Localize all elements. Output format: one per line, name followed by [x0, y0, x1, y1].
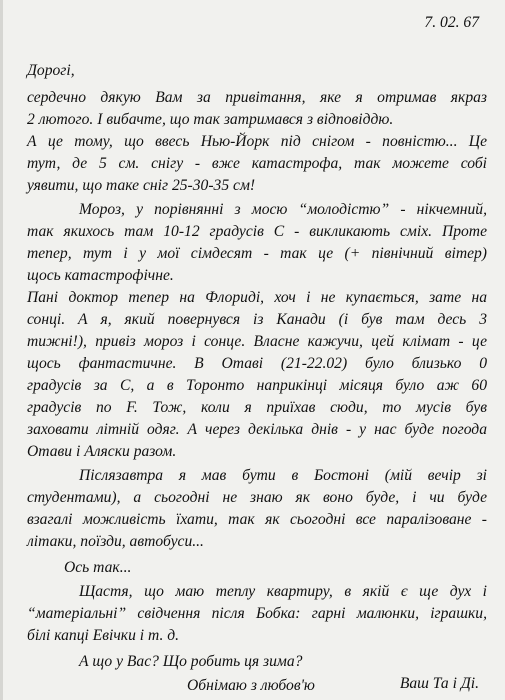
letter-line: так якихось там 10-12 градусів С - викликають сміх. Проте	[27, 223, 487, 240]
letter-line: А це тому, що ввесь Нью-Йорк під снігом - повністю... Це	[27, 133, 487, 150]
letter-line: уявити, що таке сніг 25-30-35 см!	[27, 177, 256, 194]
signature: Ваш Та і Ді.	[399, 675, 479, 692]
letter-line: Щастя, що маю теплу квартиру, в якій є ще дух і	[79, 583, 487, 600]
letter-line: Отави і Аляски разом.	[27, 443, 177, 460]
letter-line: студентами), а сьогодні не знаю як воно буде, і чи буде	[27, 489, 487, 506]
letter-line: А що у Вас? Що робить ця зима?	[79, 653, 303, 670]
letter-line: літаки, поїзди, автобуси...	[27, 533, 204, 550]
letter-line: “матеріальні” свідчення після Бобка: гарні малюнки, іграшки,	[27, 605, 487, 622]
letter-line: тепер, тут і у мої сімдесят - так це (+ північний вітер)	[27, 245, 487, 262]
letter-line: градусів по F. Тож, коли я приїхав сюди, то мусів був	[27, 399, 487, 416]
letter-line: Післязавтра я мав бути в Бостоні (мій вечір зі	[79, 467, 487, 484]
letter-line: Пані доктор тепер на Флориді, хоч і не купається, зате на	[27, 289, 487, 306]
letter-line: тижні!), привіз мороз і сонце. Власне кажучи, цей клімат - це	[27, 333, 487, 350]
letter-line: білі капці Евічки і т. д.	[27, 627, 180, 644]
letter-line: щось катастрофічне.	[27, 267, 174, 284]
closing: Обнімаю з любов'ю	[187, 677, 315, 694]
letter-line: сердечно дякую Вам за привітання, яке я отримав якраз	[27, 89, 487, 106]
letter-line: Ось так...	[64, 559, 132, 576]
letter-line: щось фантастичне. В Отаві (21-22.02) було близько 0	[27, 355, 487, 372]
letter-line: взагалі можливість їхати, так як сьогодні все паралізоване -	[27, 511, 487, 528]
greeting: Дорогі,	[27, 62, 75, 79]
letter-line: 2 лютого. І вибачте, що так затримався з відповіддю.	[27, 111, 394, 128]
letter-line: тут, де 5 см. снігу - вже катастрофа, так можете собі	[27, 155, 487, 172]
letter-line: градусів за С, а в Торонто наприкінці місяця було аж 60	[27, 377, 487, 394]
letter-line: Мороз, у порівнянні з мосю “молодістю” - нікчемний,	[79, 201, 487, 218]
letter-line: заховати літній одяг. А через декілька днів - у нас буде погода	[27, 421, 487, 438]
letter-line: сонці. А я, який повернувся із Канади (і був там десь 3	[27, 311, 487, 328]
letter-date: 7. 02. 67	[424, 14, 479, 31]
